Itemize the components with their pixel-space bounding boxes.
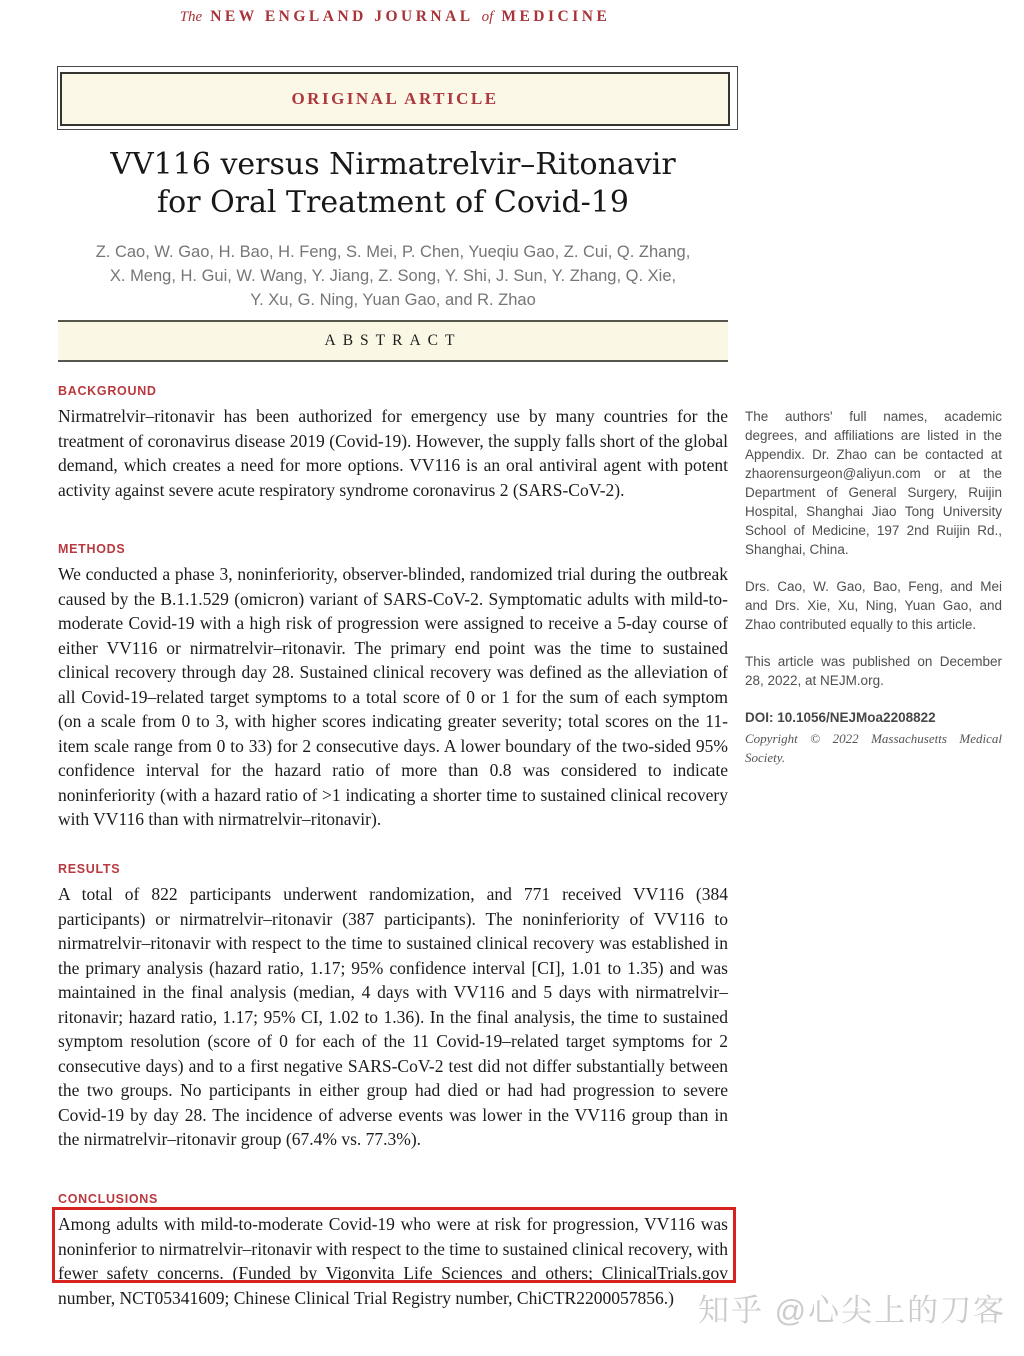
author-line: Z. Cao, W. Gao, H. Bao, H. Feng, S. Mei, P. Chen, Yueqiu Gao, Z. Cui, Q. Zhang, [95, 243, 691, 261]
sidebar-affiliations: The authors' full names, academic degrees, and affiliations are listed in the Appendix. Dr. Zhao can be contacted at zhaorensurgeon@aliyun.com or at the Department of General Surgery, Ruijin Hospital, Shanghai Jiao Tong University School of Medicine, 197 2nd Ruijin Rd., Shanghai, China. [745, 409, 1002, 557]
sidebar-published-note: This article was published on December 28, 2022, at NEJM.org. [745, 654, 1002, 688]
section-methods [58, 542, 728, 832]
author-line: X. Meng, H. Gui, W. Wang, Y. Jiang, Z. Song, Y. Shi, J. Sun, Y. Zhang, Q. Xie, [109, 267, 677, 285]
article-info-sidebar [745, 407, 1002, 785]
masthead-of: of [481, 9, 494, 25]
section-methods-heading: METHODS [58, 542, 126, 556]
zhihu-watermark: 知乎 @心尖上的刀客 [698, 1293, 1007, 1328]
author-line: Y. Xu, G. Ning, Yuan Gao, and R. Zhao [250, 291, 536, 309]
section-results-body: A total of 822 participants underwent randomization, and 771 received VV116 (384 participants) or nirmatrelvir–ritonavir (387 participants). The noninferiority of VV116 to nirmatrelvir–ritonavir with respect to the time to sustained clinical recovery was established in the primary analysis (hazard ratio, 1.17; 95% confidence interval [CI], 1.01 to 1.35) and was maintained in the final analysis (median, 4 days with VV116 and 5 days with nirmatrelvir–ritonavir; hazard ratio, 1.17; 95% CI, 1.02 to 1.36). In the final analysis, the time to sustained symptom resolution (score of 0 for each of the 11 Covid-19–related target symptoms for 2 consecutive days) and to a first negative SARS-CoV-2 test did not differ substantially between the two groups. No participants in either group had died or had had progression to severe Covid-19 by day 28. The incidence of adverse events was lower in the VV116 group than in the nirmatrelvir–ritonavir group (67.4% vs. 77.3%). [58, 884, 728, 1149]
abstract-header-bar [58, 320, 728, 362]
masthead-journal-name: NEW ENGLAND JOURNAL [210, 8, 474, 25]
section-background [58, 384, 728, 502]
masthead-the: The [179, 9, 203, 25]
section-results-heading: RESULTS [58, 862, 121, 876]
sidebar-copyright: Copyright © 2022 Massachusetts Medical Society. [745, 731, 1002, 765]
article-title-line1: VV116 versus Nirmatrelvir–Ritonavir [110, 147, 676, 182]
masthead-medicine: MEDICINE [501, 8, 611, 25]
article-title [58, 146, 728, 222]
section-conclusions-body: Among adults with mild-to-moderate Covid-19 who were at risk for progression, VV116 was noninferior to nirmatrelvir–ritonavir with respect to the time to sustained clinical recovery, with fewer safety concerns. (Funded by Vigonvita Life Sciences and others; ClinicalTrials.gov number, NCT05341609; Chinese Clinical Trial Registry number, ChiCTR2200057856.) [58, 1214, 728, 1308]
section-background-body: Nirmatrelvir–ritonavir has been authorized for emergency use by many countries for the treatment of coronavirus disease 2019 (Covid-19). However, the supply falls short of the global demand, which creates a need for more options. VV116 is an oral antiviral agent with potent activity against severe acute respiratory syndrome coronavirus 2 (SARS-CoV-2). [58, 406, 728, 500]
section-results [58, 862, 728, 1152]
article-type-banner-inner [60, 72, 730, 126]
section-background-heading: BACKGROUND [58, 384, 157, 398]
section-conclusions-heading: CONCLUSIONS [58, 1192, 159, 1206]
sidebar-contributions: Drs. Cao, W. Gao, Bao, Feng, and Mei and Drs. Xie, Xu, Ning, Yuan Gao, and Zhao contributed equally to this article. [745, 579, 1002, 632]
author-list [38, 240, 748, 312]
abstract-label: ABSTRACT [324, 332, 462, 349]
journal-masthead [58, 8, 728, 26]
article-type-banner [57, 66, 738, 130]
article-title-line2: for Oral Treatment of Covid-19 [157, 185, 629, 220]
sidebar-doi: DOI: 10.1056/NEJMoa2208822 [745, 710, 936, 725]
section-methods-body: We conducted a phase 3, noninferiority, observer-blinded, randomized trial during the outbreak caused by the B.1.1.529 (omicron) variant of SARS-CoV-2. Symptomatic adults with mild-to-moderate Covid-19 with a high risk of progression were assigned to receive a 5-day course of either VV116 or nirmatrelvir–ritonavir. The primary end point was the time to sustained clinical recovery through day 28. Sustained clinical recovery was defined as the alleviation of all Covid-19–related target symptoms to a total score of 0 or 1 for the sum of each symptom (on a scale from 0 to 3, with higher scores indicating greater severity; total scores on the 11-item scale range from 0 to 33) for 2 consecutive days. A lower boundary of the two-sided 95% confidence interval for the hazard ratio of more than 0.8 was considered to indicate noninferiority (with a hazard ratio of >1 indicating a shorter time to sustained clinical recovery with VV116 than with nirmatrelvir–ritonavir). [58, 564, 728, 829]
section-conclusions [58, 1192, 728, 1310]
article-type-label: ORIGINAL ARTICLE [291, 89, 499, 108]
